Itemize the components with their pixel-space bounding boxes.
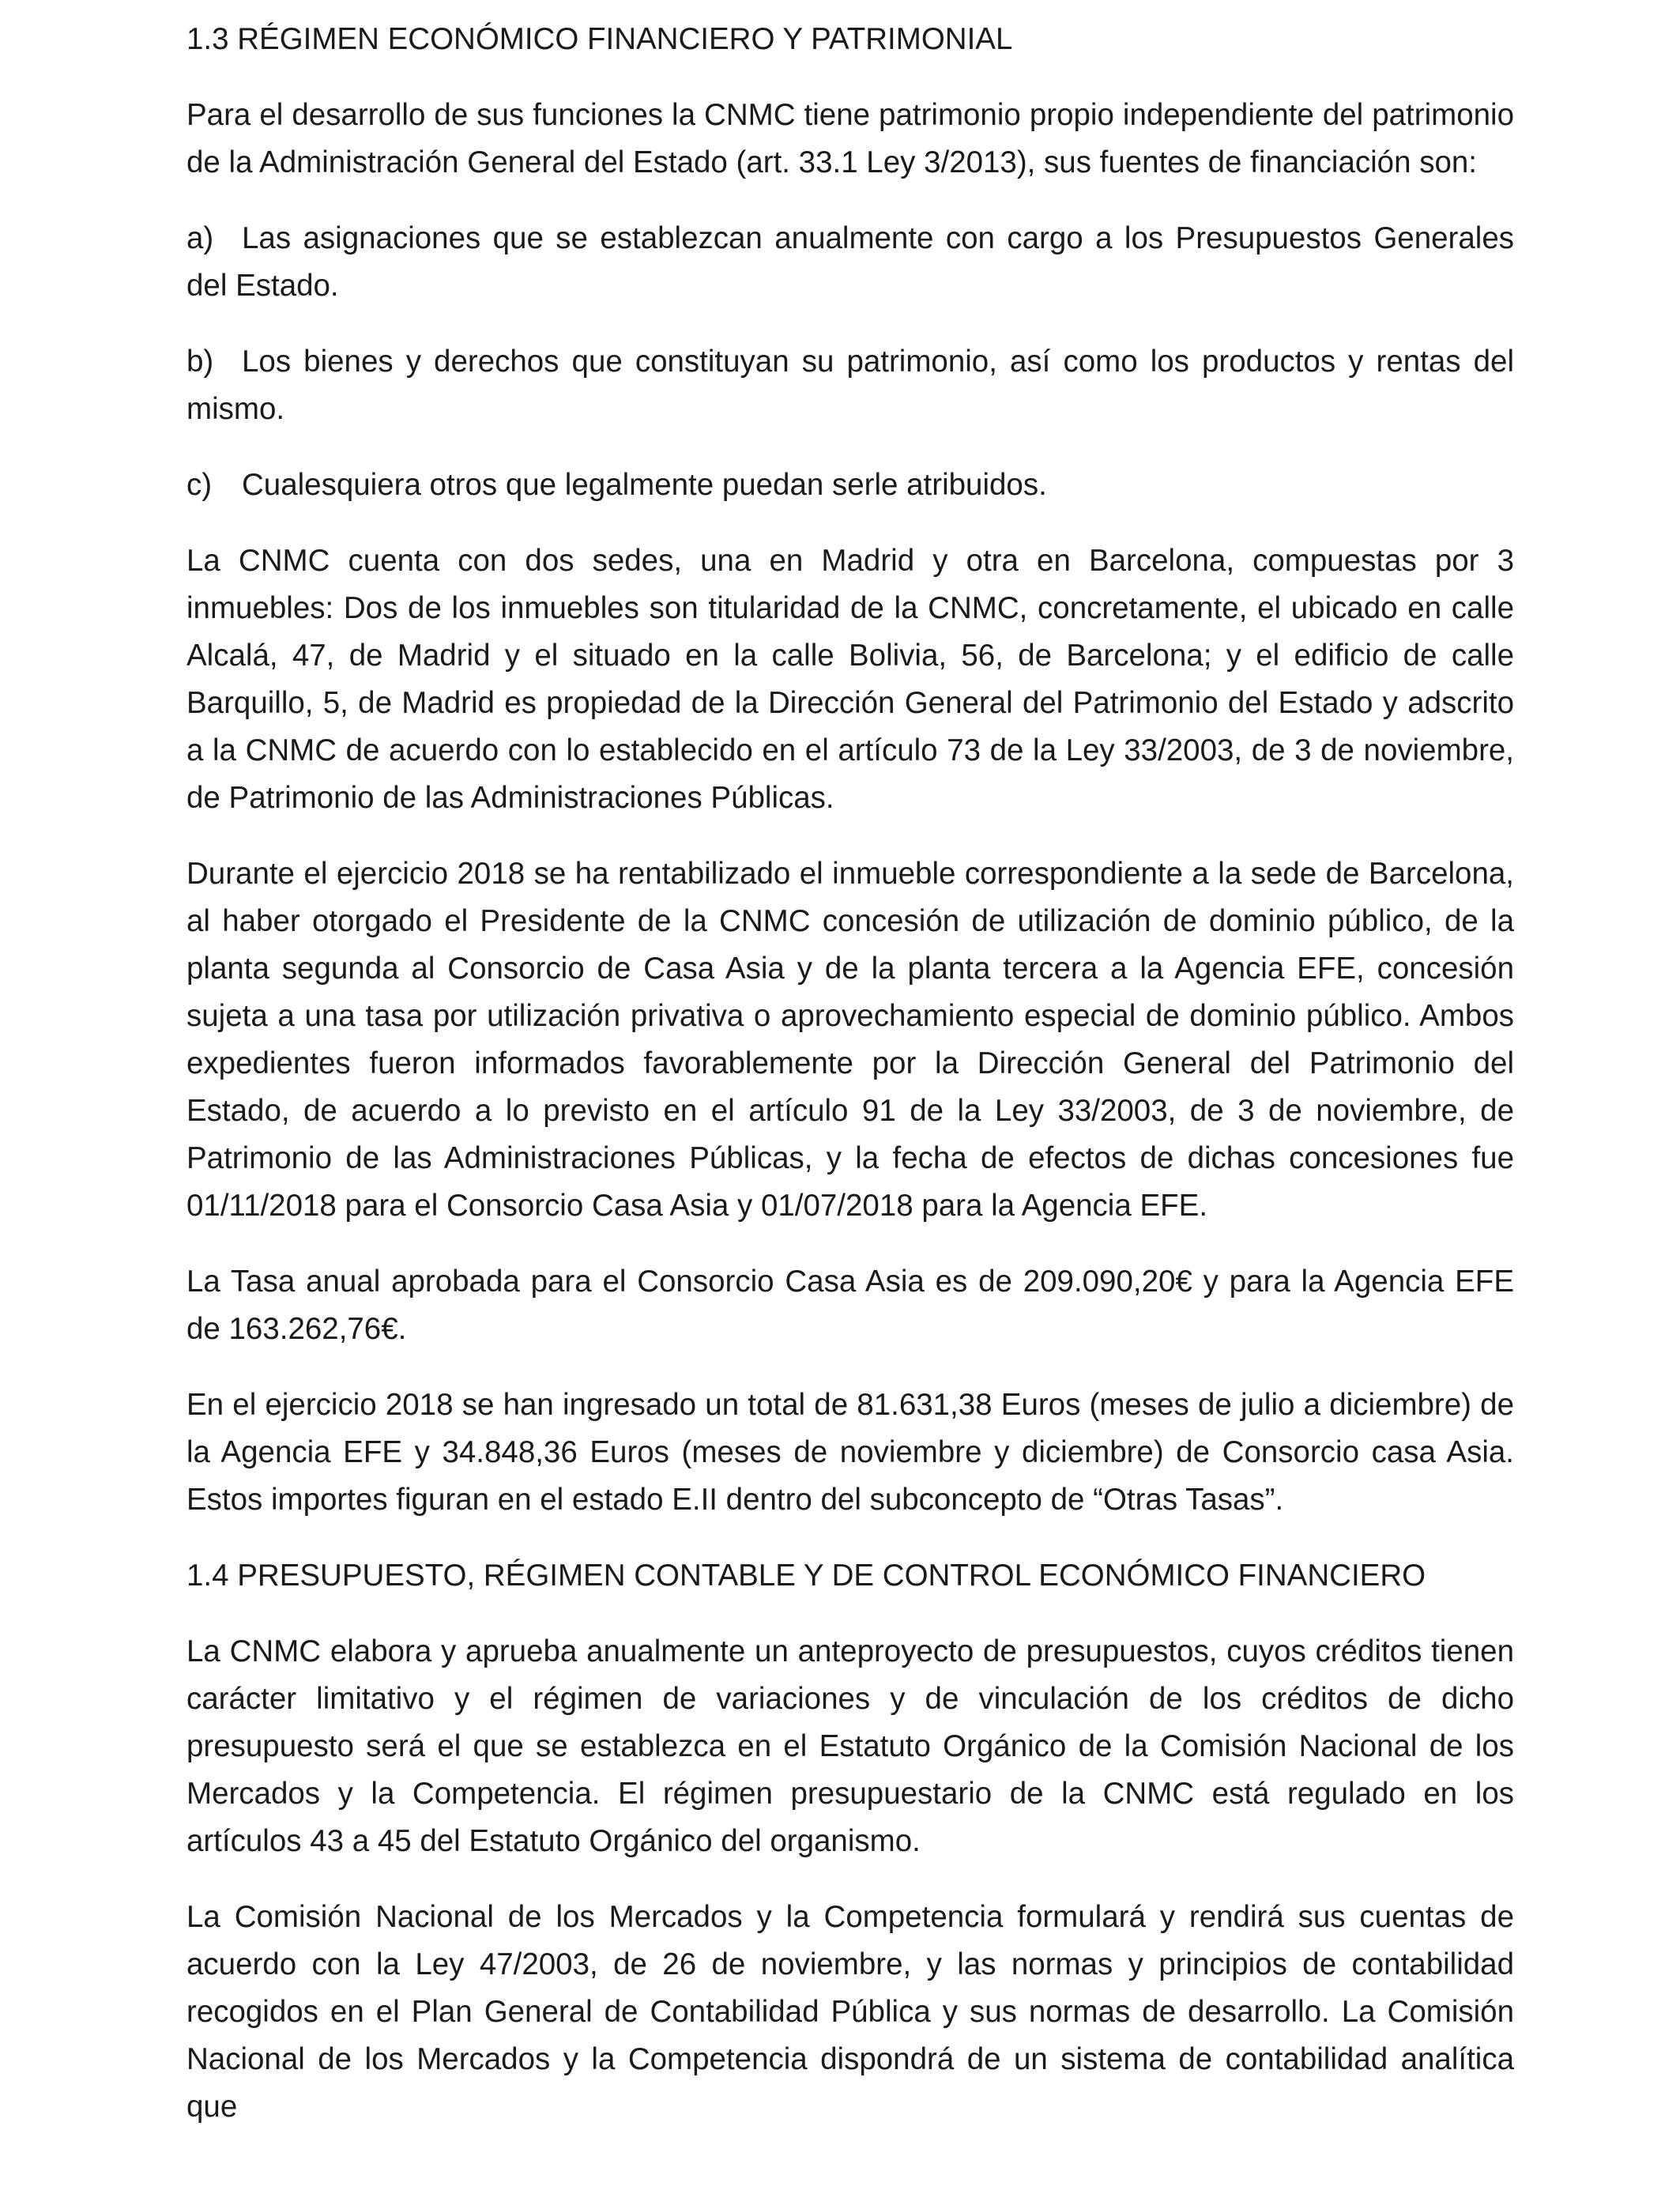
document-page <box>186 16 1514 2159</box>
paragraph-contabilidad: La Comisión Nacional de los Mercados y la Competencia formulará y rendirá sus cuentas de acuerdo con la Ley 47/2003, de 26 de noviembre, y las normas y principios de contabilidad recogidos en el Plan General de Contabilidad Pública y sus normas de desarrollo. La Comisión Nacional de los Mercados y la Competencia dispondrá de un sistema de contabilidad analítica que <box>186 1900 1514 2124</box>
funding-source-item-c <box>186 462 1514 509</box>
list-item-text: Los bienes y derechos que constituyan su patrimonio, así como los productos y rentas del mismo. <box>186 345 1514 426</box>
funding-source-item-b <box>186 338 1514 433</box>
list-item-text: Las asignaciones que se establezcan anualmente con cargo a los Presupuestos Generales del Estado. <box>186 221 1514 303</box>
section-heading-1-3: 1.3 RÉGIMEN ECONÓMICO FINANCIERO Y PATRIMONIAL <box>186 22 1013 56</box>
paragraph-tasa-anual: La Tasa anual aprobada para el Consorcio Casa Asia es de 209.090,20€ y para la Agencia EFE de 163.262,76€. <box>186 1265 1514 1346</box>
section-heading-1-4: 1.4 PRESUPUESTO, RÉGIMEN CONTABLE Y DE CONTROL ECONÓMICO FINANCIERO <box>186 1559 1426 1593</box>
funding-source-item-a <box>186 215 1514 310</box>
paragraph-sedes: La CNMC cuenta con dos sedes, una en Madrid y otra en Barcelona, compuestas por 3 inmuebles: Dos de los inmuebles son titularidad de la CNMC, concretamente, el ubicado en calle Alcalá, 47, de Madrid y el situado en la calle Bolivia, 56, de Barcelona; y el edificio de calle Barquillo, 5, de Madrid es propiedad de la Dirección General del Patrimonio del Estado y adscrito a la CNMC de acuerdo con lo establecido en el artículo 73 de la Ley 33/2003, de 3 de noviembre, de Patrimonio de las Administraciones Públicas. <box>186 544 1514 815</box>
list-marker: c) <box>186 468 213 502</box>
section-1-3-intro: Para el desarrollo de sus funciones la CNMC tiene patrimonio propio independiente del patrimonio de la Administración General del Estado (art. 33.1 Ley 3/2013), sus fuentes de financiación son: <box>186 98 1514 179</box>
paragraph-rentabilizacion: Durante el ejercicio 2018 se ha rentabilizado el inmueble correspondiente a la sede de Barcelona, al haber otorgado el Presidente de la CNMC concesión de utilización de dominio público, de la planta segunda al Consorcio de Casa Asia y de la planta tercera a la Agencia EFE, concesión sujeta a una tasa por utilización privativa o aprovechamiento especial de dominio público. Ambos expedientes fueron informados favorablemente por la Dirección General del Patrimonio del Estado, de acuerdo a lo previsto en el artículo 91 de la Ley 33/2003, de 3 de noviembre, de Patrimonio de las Administraciones Públicas, y la fecha de efectos de dichas concesiones fue 01/11/2018 para el Consorcio Casa Asia y 01/07/2018 para la Agencia EFE. <box>186 857 1514 1223</box>
list-marker: a) <box>186 221 214 255</box>
list-item-text: Cualesquiera otros que legalmente puedan serle atribuidos. <box>242 468 1047 502</box>
paragraph-ingresos: En el ejercicio 2018 se han ingresado un total de 81.631,38 Euros (meses de julio a diciembre) de la Agencia EFE y 34.848,36 Euros (meses de noviembre y diciembre) de Consorcio casa Asia. Estos importes figuran en el estado E.II dentro del subconcepto de “Otras Tasas”. <box>186 1388 1514 1517</box>
list-marker: b) <box>186 345 214 379</box>
paragraph-presupuesto: La CNMC elabora y aprueba anualmente un anteproyecto de presupuestos, cuyos créditos tienen carácter limitativo y el régimen de variaciones y de vinculación de los créditos de dicho presupuesto será el que se establezca en el Estatuto Orgánico de la Comisión Nacional de los Mercados y la Competencia. El régimen presupuestario de la CNMC está regulado en los artículos 43 a 45 del Estatuto Orgánico del organismo. <box>186 1634 1514 1858</box>
